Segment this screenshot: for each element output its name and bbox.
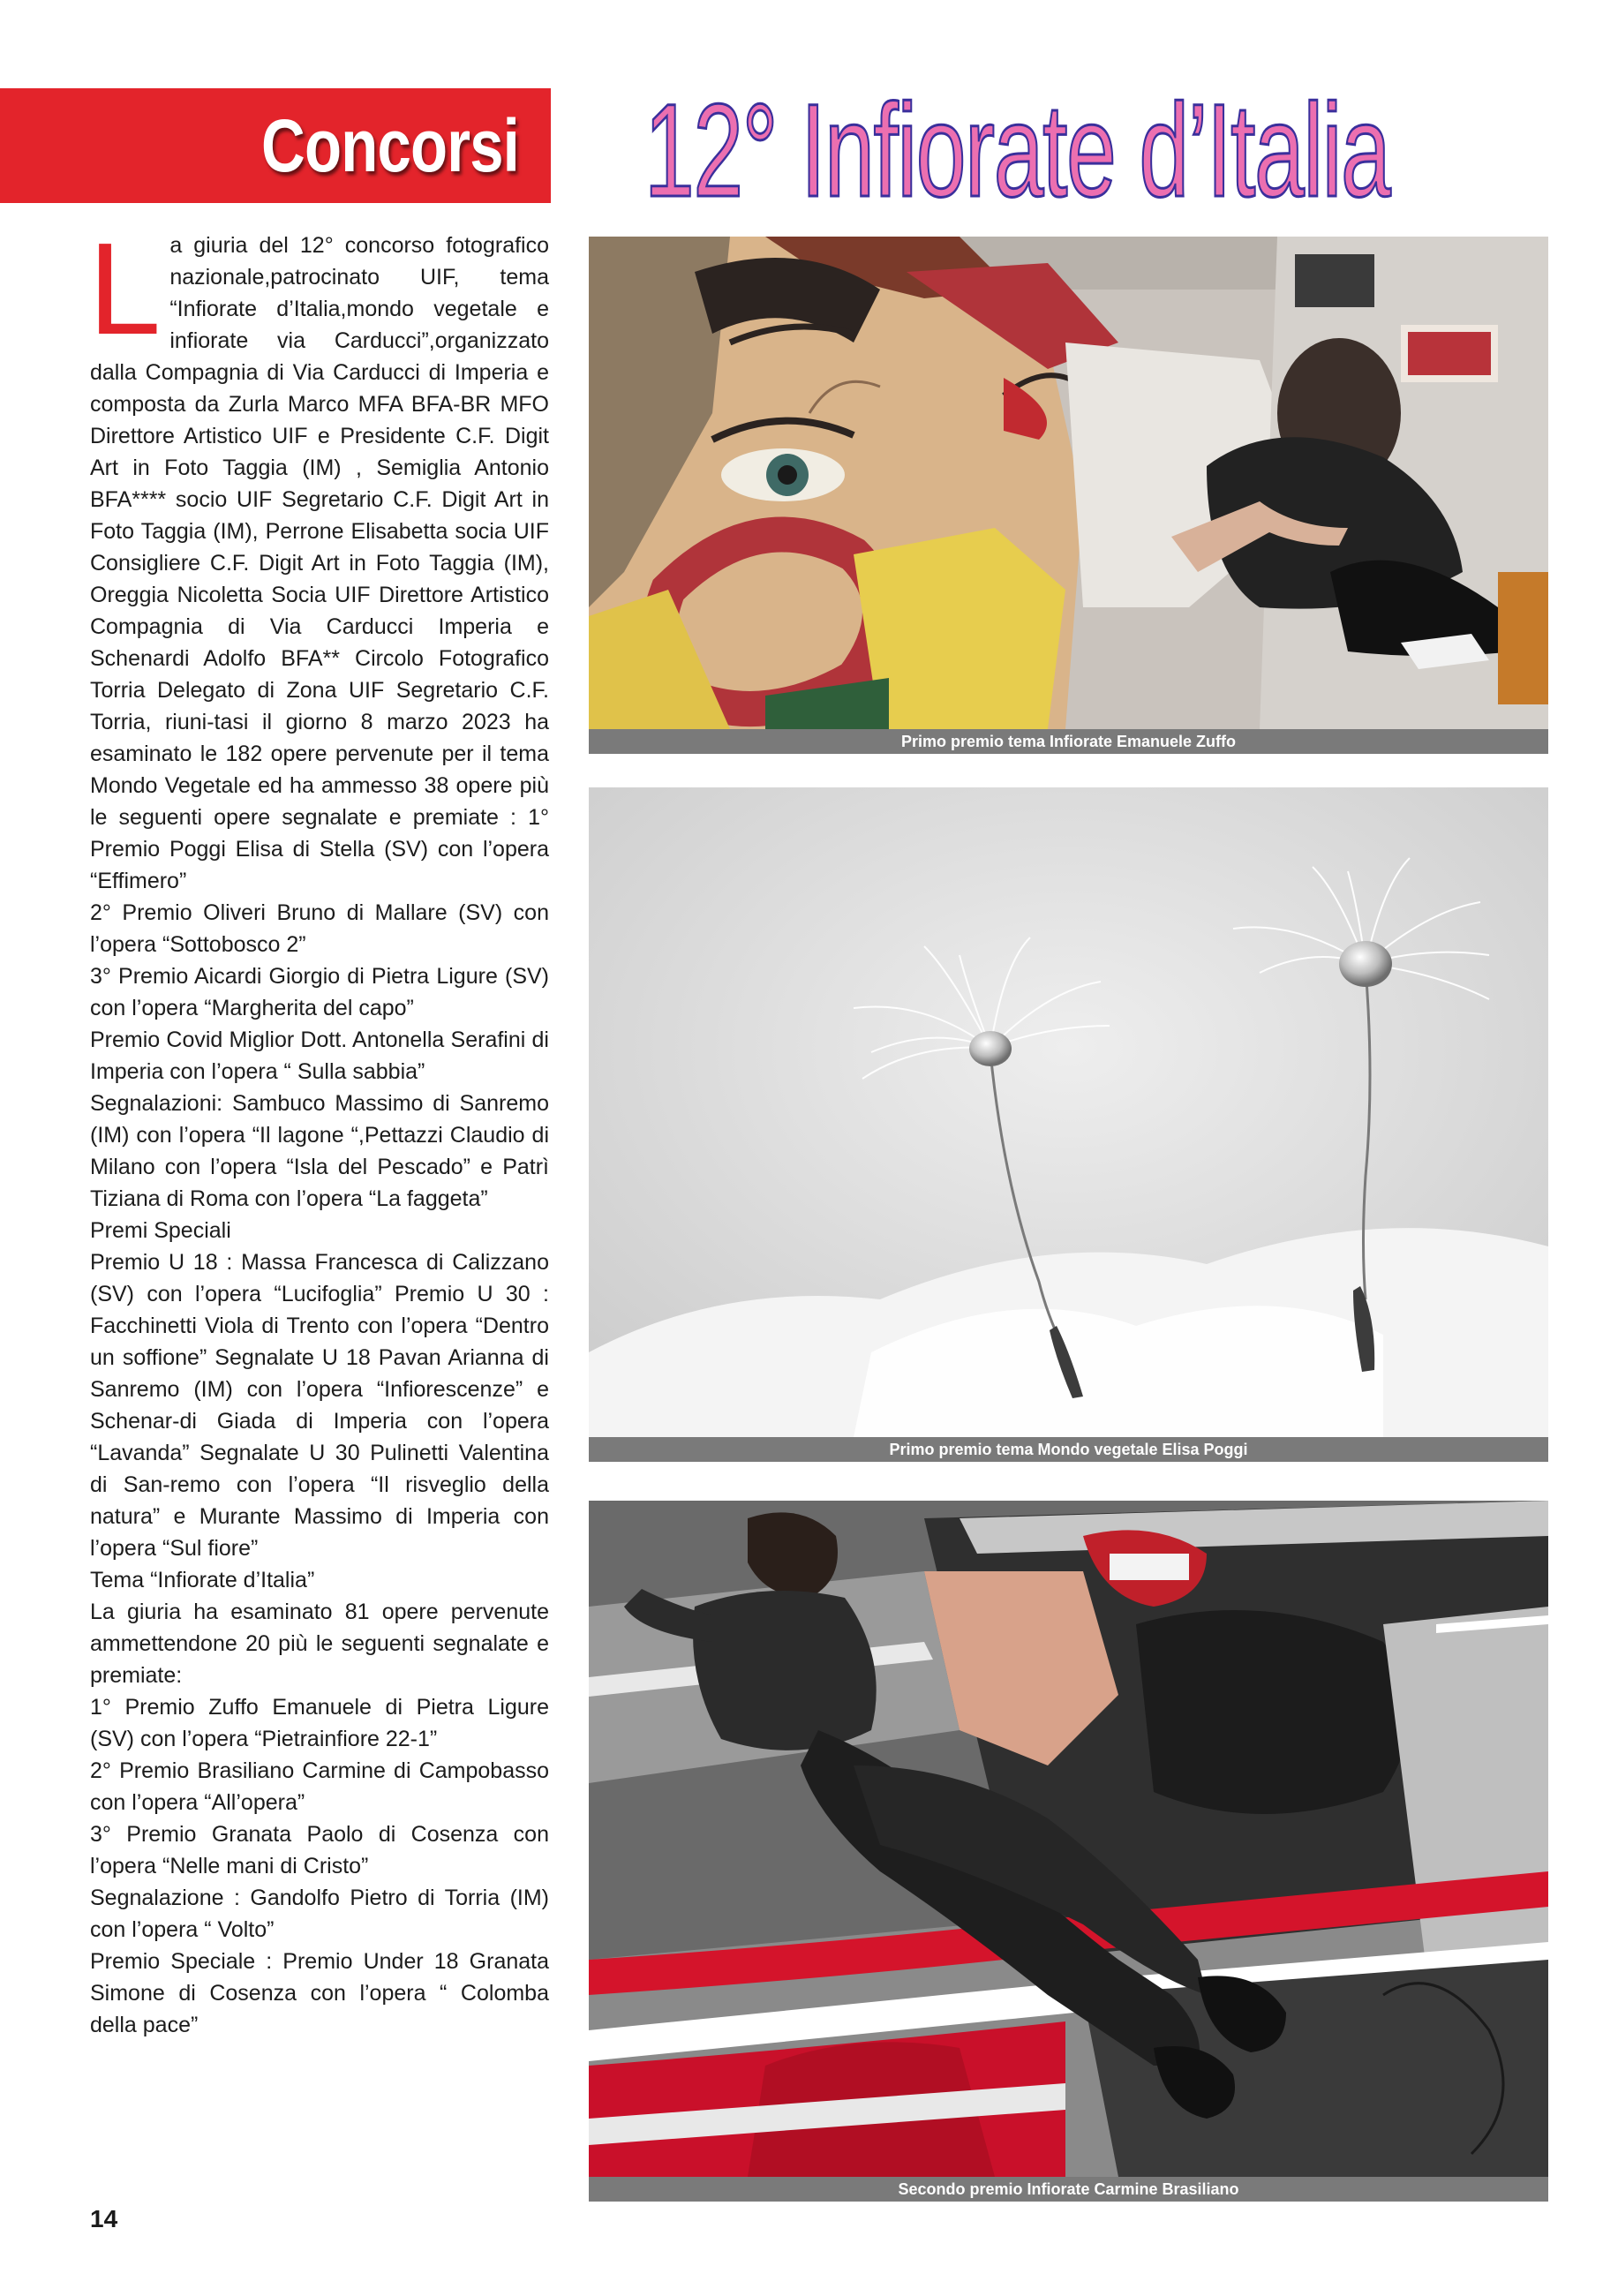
photo-infiorata-face [589,237,1548,729]
article-paragraph: 2° Premio Brasiliano Carmine di Campobasso con l’opera “All’opera” [90,1758,549,1815]
article-paragraph: Premio U 18 : Massa Francesca di Calizzano (SV) con l’opera “Lucifoglia” Premio U 30 : Facchinetti Viola di Trento con l’opera “Dentro un soffione” Segnalate U 18 Pavan Arianna di Sanremo (IM) con l’opera “Infiorescenze” e Schenar-di Giada di Imperia con l’opera “Lavanda” Segnalate U 30 Pulinetti Valentina di San-remo con l’opera “Il risveglio della natura” e Murante Massimo di Imperia con l’opera “Sul fiore” [90,1250,549,1561]
photo-caption: Primo premio tema Mondo vegetale Elisa Poggi [589,1437,1548,1462]
section-banner [0,88,551,203]
section-label: Concorsi [261,103,519,187]
article-paragraph: Premio Covid Miglior Dott. Antonella Serafini di Imperia con l’opera “ Sulla sabbia” [90,1028,549,1084]
photo-infiorata-artist [589,1501,1548,2177]
photo-caption: Secondo premio Infiorate Carmine Brasiliano [589,2177,1548,2202]
article-paragraph: Tema “Infiorate d’Italia” [90,1568,315,1592]
drop-cap: L [88,216,162,362]
article-paragraph: Segnalazioni: Sambuco Massimo di Sanremo (IM) con l’opera “Il lagone “,Pettazzi Claudio di Milano con l’opera “Isla del Pescado” e Patrì Tiziana di Roma con l’opera “La faggeta” [90,1091,549,1211]
article-paragraph: 1° Premio Zuffo Emanuele di Pietra Ligure (SV) con l’opera “Pietrainfiore 22-1” [90,1695,549,1751]
photo-infiorata-artist-image [589,1501,1548,2177]
page-title: 12° Infiorate d’Italia [644,76,1390,224]
article-paragraph-text: a giuria del 12° concorso fotografico nazionale,patrocinato UIF, tema “Infiorate d’Italia,mondo vegetale e infiorate via Carducci”,organizzato dalla Compagnia di Via Carducci di Imperia e composta da Zurla Marco MFA BFA-BR MFO Direttore Artistico UIF e Presidente C.F. Digit Art in Foto Taggia (IM) , Semiglia Antonio BFA**** socio UIF Segretario C.F. Digit Art in Foto Taggia (IM), Perrone Elisabetta socia UIF Consigliere C.F. Digit Art in Foto Taggia (IM), Oreggia Nicoletta Socia UIF Direttore Artistico Compagnia di Via Carducci Imperia e Schenardi Adolfo BFA** Circolo Fotografico Torria Delegato di Zona UIF Segretario C.F. Torria, riuni-tasi il giorno 8 marzo 2023 ha esaminato le 182 opere pervenute per il tema Mondo Vegetale ed ha ammesso 38 opere più le seguenti opere segnalate e premiate : 1° Premio Poggi Elisa di Stella (SV) con l’opera “Effimero” [90,233,549,893]
page-number: 14 [90,2205,118,2232]
photo-infiorata-face-image [589,237,1548,729]
photo-dandelion-seeds-image [589,787,1548,1437]
article-paragraph: 3° Premio Granata Paolo di Cosenza con l’opera “Nelle mani di Cristo” [90,1822,549,1878]
article-paragraph: 3° Premio Aicardi Giorgio di Pietra Ligure (SV) con l’opera “Margherita del capo” [90,964,549,1020]
article-paragraph: Premi Speciali [90,1218,231,1243]
article-paragraph: La giuria ha esaminato 81 opere pervenute ammettendone 20 più le seguenti segnalate e premiate: [90,1600,549,1688]
article-paragraph [88,216,549,897]
article-paragraph: Premio Speciale : Premio Under 18 Granata Simone di Cosenza con l’opera “ Colomba della pace” [90,1949,549,2037]
photo-caption: Primo premio tema Infiorate Emanuele Zuffo [589,729,1548,754]
article-body [88,216,549,2041]
photo-dandelion-seeds [589,787,1548,1437]
article-paragraph: 2° Premio Oliveri Bruno di Mallare (SV) con l’opera “Sottobosco 2” [90,900,549,957]
article-paragraph: Segnalazione : Gandolfo Pietro di Torria (IM) con l’opera “ Volto” [90,1886,549,1942]
